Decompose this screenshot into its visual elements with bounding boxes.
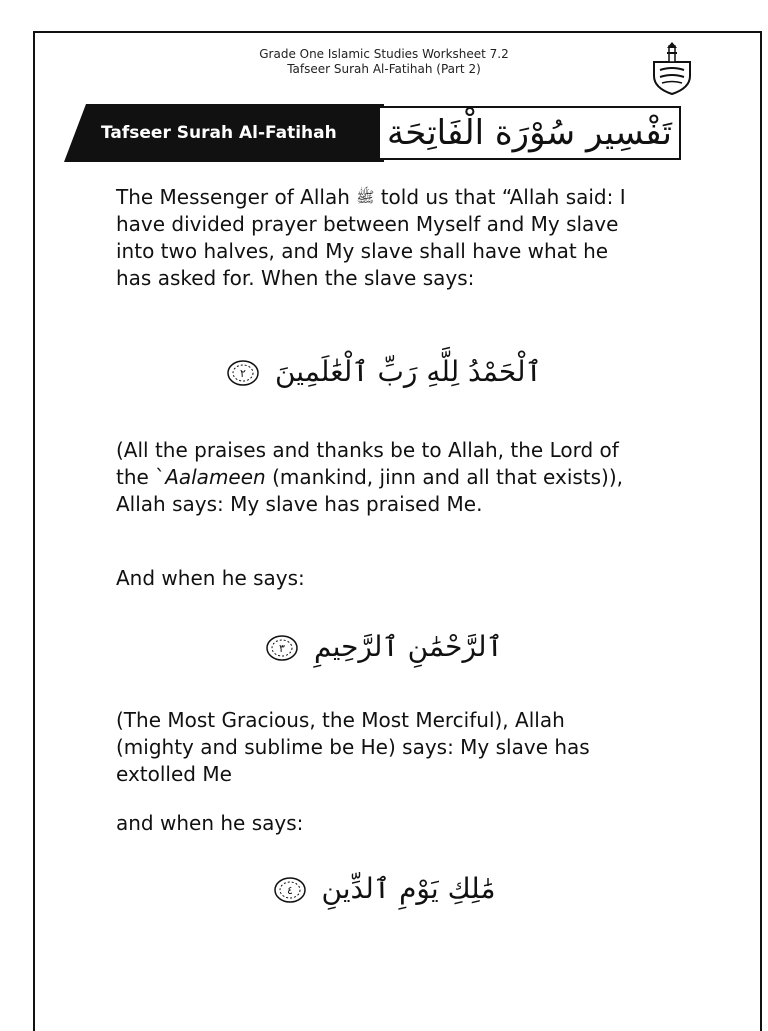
ayah-1-text: ٱلْحَمْدُ لِلَّهِ رَبِّ ٱلْعَٰلَمِينَ bbox=[274, 355, 542, 388]
ayah-2-number: ٣ bbox=[279, 642, 286, 655]
ayah-line-3 bbox=[0, 872, 768, 905]
ayah-line-1 bbox=[0, 355, 768, 388]
meaning-paragraph-2: (The Most Gracious, the Most Merciful), Allah (mighty and sublime be He) says: My slave has extolled Me bbox=[116, 708, 590, 786]
school-logo-icon bbox=[648, 40, 696, 96]
meaning-1-start: (All the praises and thanks be to Allah, the Lord of the ` bbox=[116, 438, 619, 489]
ayah-3-number: ٤ bbox=[286, 884, 293, 897]
ayah-line-2 bbox=[0, 630, 768, 663]
intro-text-start: The Messenger of Allah bbox=[116, 185, 357, 209]
section-title: Tafseer Surah Al-Fatihah bbox=[101, 123, 337, 143]
ayah-1-number: ٢ bbox=[240, 367, 247, 380]
transition-text-1: And when he says: bbox=[116, 566, 305, 590]
ayah-number-marker-icon bbox=[226, 359, 260, 387]
intro-text-end: told us that “Allah said: I have divided prayer between Myself and My slave into two halves, and My slave shall have what he has asked for. When the slave says: bbox=[116, 185, 626, 290]
meaning-1-italic: Aalameen bbox=[165, 465, 266, 489]
ayah-2-text: ٱلرَّحْمَٰنِ ٱلرَّحِيمِ bbox=[314, 630, 503, 663]
ayah-number-marker-icon bbox=[265, 634, 299, 662]
intro-paragraph bbox=[116, 184, 646, 292]
ayah-number-marker-icon bbox=[273, 876, 307, 904]
worksheet-title: Grade One Islamic Studies Worksheet 7.2 bbox=[259, 47, 509, 61]
salawat-symbol: ﷺ bbox=[356, 188, 375, 206]
meaning-1-end: (mankind, jinn and all that exists)), Allah says: My slave has praised Me. bbox=[116, 465, 624, 516]
ayah-3-text: مَٰلِكِ يَوْمِ ٱلدِّينِ bbox=[321, 872, 496, 905]
arabic-title: تَفْسِير سُوْرَة الْفَاتِحَة bbox=[378, 106, 681, 160]
transition-text-2: and when he says: bbox=[116, 811, 304, 835]
meaning-paragraph-1 bbox=[116, 437, 646, 518]
worksheet-subtitle: Tafseer Surah Al-Fatihah (Part 2) bbox=[287, 62, 481, 76]
